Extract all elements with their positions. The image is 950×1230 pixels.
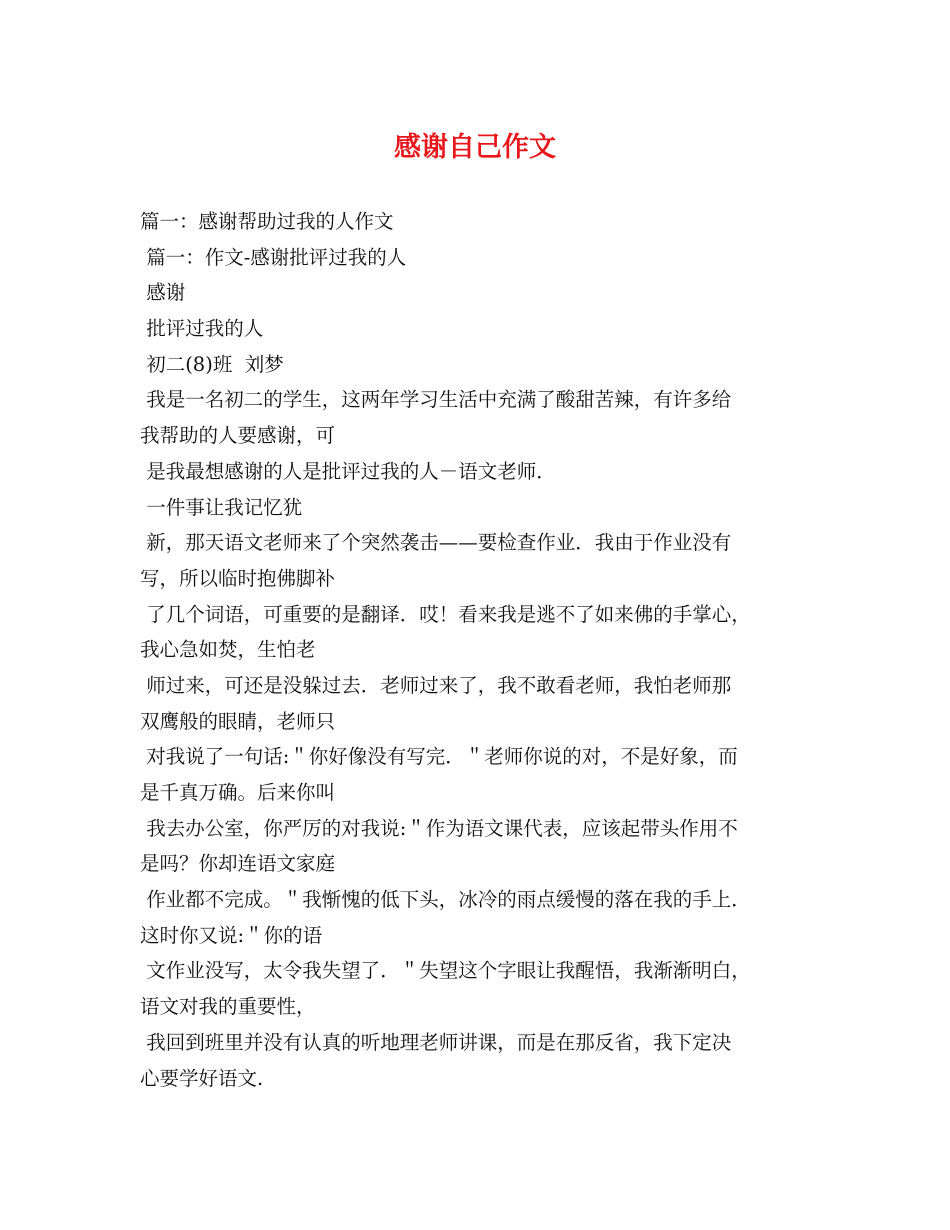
text-line: 我去办公室，你严厉的对我说:＂作为语文课代表，应该起带头作用不 bbox=[140, 816, 738, 840]
text-line: 一件事让我记忆犹 bbox=[140, 495, 303, 519]
text-line: 是我最想感谢的人是批评过我的人－语文老师． bbox=[140, 459, 556, 483]
text-line: 新，那天语文老师来了个突然袭击——要检查作业．我由于作业没有 bbox=[140, 531, 732, 555]
text-line: 文作业没写，太令我失望了．＂失望这个字眼让我醒悟，我渐渐明白， bbox=[140, 959, 751, 983]
text-line: 篇一：作文-感谢批评过我的人 bbox=[140, 245, 407, 269]
text-line: 写，所以临时抱佛脚补 bbox=[140, 566, 336, 590]
text-line: 我回到班里并没有认真的听地理老师讲课，而是在那反省，我下定决 bbox=[140, 1030, 732, 1054]
text-line: 我心急如焚，生怕老 bbox=[140, 638, 316, 662]
text-line: 批评过我的人 bbox=[140, 317, 264, 341]
text-line: 作业都不完成。＂我惭愧的低下头，冰冷的雨点缓慢的落在我的手上． bbox=[140, 888, 751, 912]
text-line: 是吗？你却连语文家庭 bbox=[140, 852, 336, 876]
text-line: 篇一：感谢帮助过我的人作文 bbox=[140, 210, 394, 233]
document-title: 感谢自己作文 bbox=[394, 132, 556, 163]
text-line: 师过来，可还是没躲过去．老师过来了，我不敢看老师，我怕老师那 bbox=[140, 673, 732, 697]
text-line: 初二(8)班 刘梦 bbox=[140, 352, 284, 376]
text-line: 感谢 bbox=[140, 281, 186, 305]
text-line: 心要学好语文. bbox=[140, 1066, 264, 1090]
text-line: 对我说了一句话:＂你好像没有写完．＂老师你说的对，不是好象，而 bbox=[140, 745, 738, 769]
text-line: 我帮助的人要感谢，可 bbox=[140, 424, 336, 448]
text-line: 双鹰般的眼睛，老师只 bbox=[140, 709, 336, 733]
text-line: 是千真万确。后来你叫 bbox=[140, 781, 336, 804]
text-line: 了几个词语，可重要的是翻译．哎！看来我是逃不了如来佛的手掌心， bbox=[140, 602, 751, 626]
text-line: 这时你又说:＂你的语 bbox=[140, 923, 323, 947]
text-line: 语文对我的重要性， bbox=[140, 995, 316, 1019]
document-body bbox=[140, 204, 830, 1096]
text-line: 我是一名初二的学生，这两年学习生活中充满了酸甜苦辣，有许多给 bbox=[140, 388, 732, 412]
